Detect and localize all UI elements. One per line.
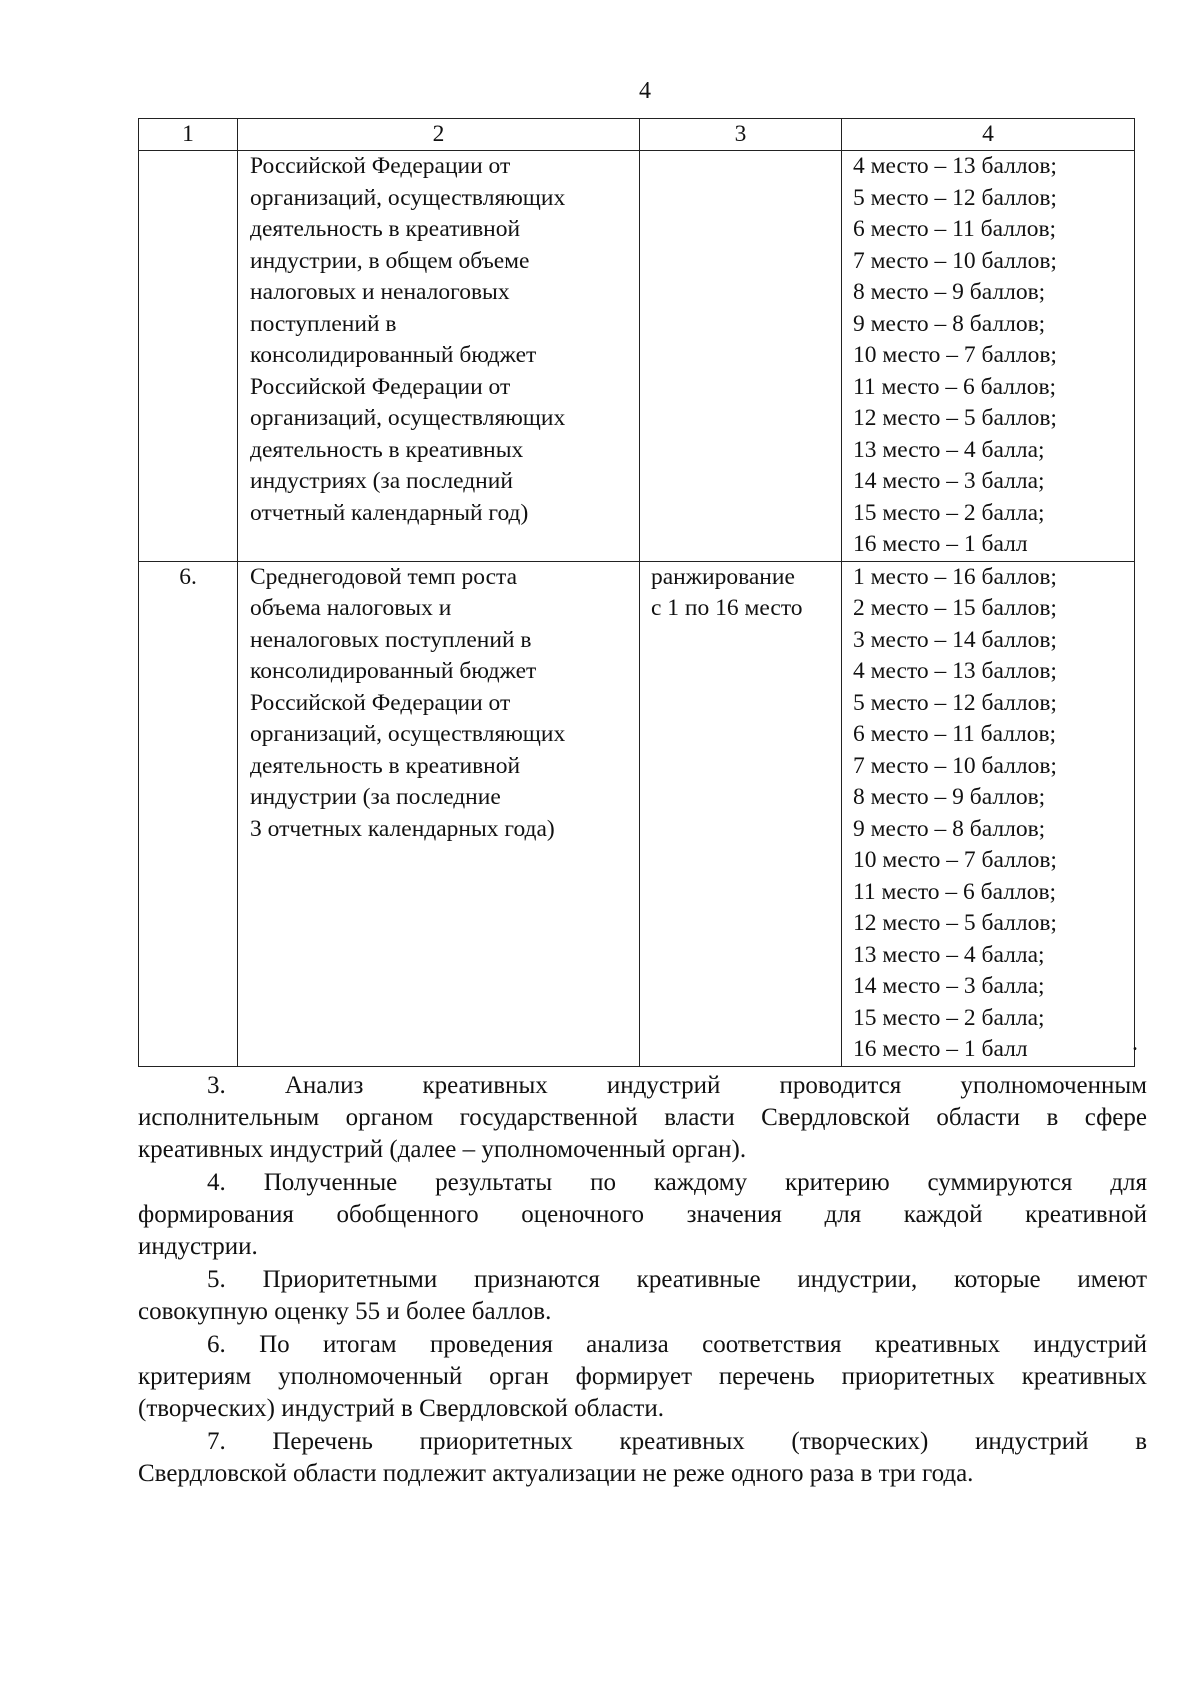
score-scale-cell-line: 11 место – 6 баллов; — [853, 373, 1057, 400]
score-scale-cell-line: 5 место – 12 баллов; — [853, 184, 1057, 211]
score-scale-cell-line: 8 место – 9 баллов; — [853, 279, 1046, 305]
score-scale-cell-line: 16 место – 1 балл — [853, 531, 1028, 557]
evaluation-method-cell — [640, 151, 842, 562]
paragraph-line: 6. По итогам проведения анализа соответствия креативных индустрий — [207, 1331, 1147, 1358]
score-scale-cell-line: 14 место – 3 балла; — [853, 973, 1045, 999]
criterion-description-cell-line: Российской Федерации от — [250, 153, 511, 179]
paragraph-line: индустрии. — [138, 1233, 258, 1260]
score-scale-cell — [842, 151, 1135, 562]
paragraph-line: (творческих) индустрий в Свердловской области. — [138, 1395, 664, 1422]
table-trailing-period: . — [1132, 1030, 1138, 1056]
paragraph-line: формирования обобщенного оценочного значения для каждой креативной — [138, 1201, 1147, 1228]
score-scale-cell-line: 11 место – 6 баллов; — [853, 878, 1057, 905]
table-row — [139, 151, 1135, 562]
criterion-description-cell — [238, 561, 640, 1066]
column-header-2: 2 — [238, 119, 640, 151]
criterion-description-cell-line: деятельность в креативной — [250, 216, 521, 242]
criterion-description-cell-line: 3 отчетных календарных года) — [250, 815, 555, 842]
paragraph-line: креативных индустрий (далее – уполномоченный орган). — [138, 1136, 747, 1163]
column-header-3: 3 — [640, 119, 842, 151]
paragraph-line: критериям уполномоченный орган формирует перечень приоритетных креативных — [138, 1363, 1147, 1390]
page-number: 4 — [639, 78, 651, 104]
paragraph-line: совокупную оценку 55 и более баллов. — [138, 1298, 552, 1325]
criterion-description-cell-line: объема налоговых и — [250, 595, 452, 621]
score-scale-cell-line: 13 место – 4 балла; — [853, 941, 1045, 968]
table-row — [139, 561, 1135, 1066]
criterion-description-cell-line: организаций, осуществляющих — [250, 405, 566, 431]
score-scale-cell-line: 2 место – 15 баллов; — [853, 595, 1057, 621]
paragraph-line: Свердловской области подлежит актуализации не реже одного раза в три года. — [138, 1460, 974, 1487]
score-scale-cell-line: 10 место – 7 баллов; — [853, 342, 1057, 368]
criterion-description-cell-line: консолидированный бюджет — [250, 658, 537, 684]
paragraph-line: 7. Перечень приоритетных креативных (творческих) индустрий в — [207, 1428, 1147, 1455]
criterion-description-cell-line: отчетный календарный год) — [250, 499, 529, 526]
score-scale-cell-line: 15 место – 2 балла; — [853, 1004, 1045, 1031]
paragraph — [138, 1167, 1147, 1263]
score-scale-cell-line: 3 место – 14 баллов; — [853, 626, 1057, 653]
score-scale-cell-line: 14 место – 3 балла; — [853, 468, 1045, 494]
paragraph-line: 5. Приоритетными признаются креативные индустрии, которые имеют — [207, 1266, 1147, 1293]
row-number-cell — [139, 151, 238, 562]
row-number-cell: 6. — [139, 561, 238, 1066]
criterion-description-cell-line: организаций, осуществляющих — [250, 721, 566, 747]
paragraph — [138, 1070, 1147, 1166]
table-header-row — [139, 119, 1135, 151]
criterion-description-cell-line: неналоговых поступлений в — [250, 626, 532, 653]
score-scale-cell-line: 1 место – 16 баллов; — [853, 563, 1057, 590]
score-scale-cell-line: 7 место – 10 баллов; — [853, 752, 1057, 779]
score-scale-cell-line: 15 место – 2 балла; — [853, 499, 1045, 526]
evaluation-method-cell — [640, 561, 842, 1066]
criterion-description-cell-line: поступлений в — [250, 310, 397, 337]
score-scale-cell-line: 4 место – 13 баллов; — [853, 658, 1057, 684]
criterion-description-cell-line: Российской Федерации от — [250, 373, 511, 400]
criterion-description-cell-line: Среднегодовой темп роста — [250, 563, 518, 590]
score-scale-cell-line: 4 место – 13 баллов; — [853, 153, 1057, 179]
criterion-description-cell-line: деятельность в креативной — [250, 752, 521, 779]
column-header-4: 4 — [842, 119, 1135, 151]
paragraph — [138, 1426, 1147, 1490]
criterion-description-cell-line: налоговых и неналоговых — [250, 279, 510, 305]
score-scale-cell-line: 13 место – 4 балла; — [853, 436, 1045, 463]
score-scale-cell-line: 7 место – 10 баллов; — [853, 247, 1057, 274]
score-scale-cell-line: 8 место – 9 баллов; — [853, 784, 1046, 810]
evaluation-method-cell-line: ранжирование — [651, 563, 795, 590]
score-scale-cell — [842, 561, 1135, 1066]
criterion-description-cell-line: деятельность в креативных — [250, 436, 524, 463]
criterion-description-cell — [238, 151, 640, 562]
score-scale-cell-line: 12 место – 5 баллов; — [853, 405, 1057, 431]
criterion-description-cell-line: индустрии, в общем объеме — [250, 247, 530, 274]
paragraph — [138, 1329, 1147, 1425]
paragraph-line: 4. Полученные результаты по каждому критерию суммируются для — [207, 1169, 1147, 1196]
criterion-description-cell-line: индустриях (за последний — [250, 468, 513, 494]
score-scale-cell-line: 12 место – 5 баллов; — [853, 910, 1057, 936]
score-scale-cell-line: 9 место – 8 баллов; — [853, 310, 1046, 337]
score-scale-cell-line: 9 место – 8 баллов; — [853, 815, 1046, 842]
score-scale-cell-line: 5 место – 12 баллов; — [853, 689, 1057, 716]
score-scale-cell-line: 16 место – 1 балл — [853, 1036, 1028, 1062]
criteria-table — [138, 118, 1135, 1067]
criterion-description-cell-line: индустрии (за последние — [250, 784, 501, 810]
paragraph — [138, 1264, 1147, 1328]
score-scale-cell-line: 6 место – 11 баллов; — [853, 721, 1057, 747]
paragraph-line: 3. Анализ креативных индустрий проводится уполномоченным — [207, 1072, 1147, 1099]
criterion-description-cell-line: Российской Федерации от — [250, 689, 511, 716]
column-header-1: 1 — [139, 119, 238, 151]
body-paragraphs — [138, 1070, 1147, 1491]
criterion-description-cell-line: организаций, осуществляющих — [250, 184, 566, 211]
evaluation-method-cell-line: с 1 по 16 место — [651, 595, 803, 621]
score-scale-cell-line: 6 место – 11 баллов; — [853, 216, 1057, 242]
criterion-description-cell-line: консолидированный бюджет — [250, 342, 537, 368]
paragraph-line: исполнительным органом государственной власти Свердловской области в сфере — [138, 1104, 1147, 1131]
score-scale-cell-line: 10 место – 7 баллов; — [853, 847, 1057, 873]
